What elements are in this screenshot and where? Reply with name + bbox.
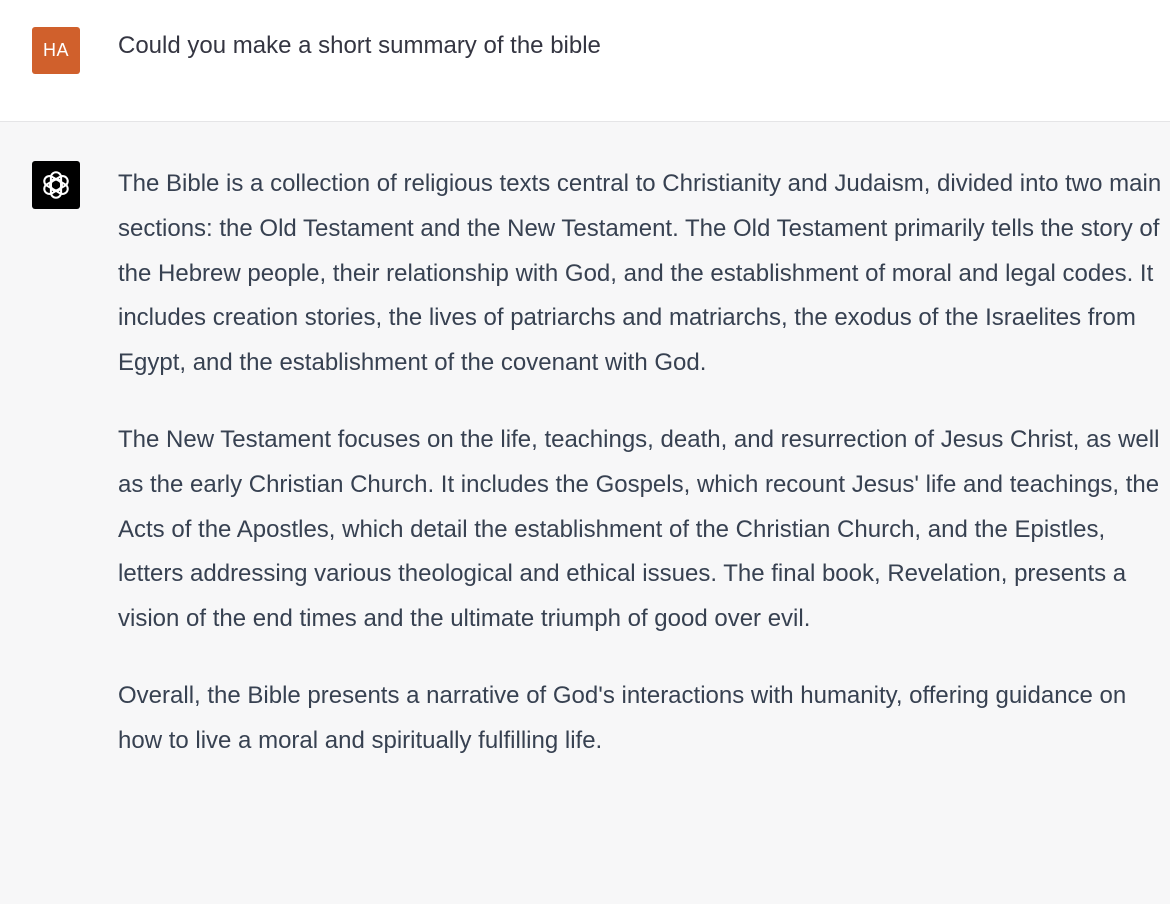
- assistant-avatar: [32, 161, 80, 209]
- assistant-paragraph: The New Testament focuses on the life, teachings, death, and resurrection of Jesus Christ, as well as the early Christian Church. It includes the Gospels, which recount Jesus' life and teachings, the Acts of the Apostles, which detail the establishment of the Christian Church, and the Epistles, letters addressing various theological and ethical issues. The final book, Revelation, presents a vision of the end times and the ultimate triumph of good over evil.: [118, 425, 1160, 633]
- user-message-text: Could you make a short summary of the bible: [118, 32, 601, 59]
- assistant-message-text: [118, 162, 1162, 796]
- user-avatar: [32, 27, 80, 74]
- openai-logo-icon: [39, 168, 73, 202]
- user-avatar-initials: HA: [42, 40, 69, 60]
- user-message-row: [0, 0, 1170, 122]
- assistant-paragraph: The Bible is a collection of religious texts central to Christianity and Judaism, divided into two main sections: the Old Testament and the New Testament. The Old Testament primarily tells the story of the Hebrew people, their relationship with God, and the establishment of moral and legal codes. It includes creation stories, the lives of patriarchs and matriarchs, the exodus of the Israelites from Egypt, and the establishment of the covenant with God.: [118, 170, 1162, 377]
- assistant-message-row: [0, 122, 1170, 904]
- assistant-paragraph: Overall, the Bible presents a narrative of God's interactions with humanity, offering guidance on how to live a moral and spiritually fulfilling life.: [118, 681, 1127, 754]
